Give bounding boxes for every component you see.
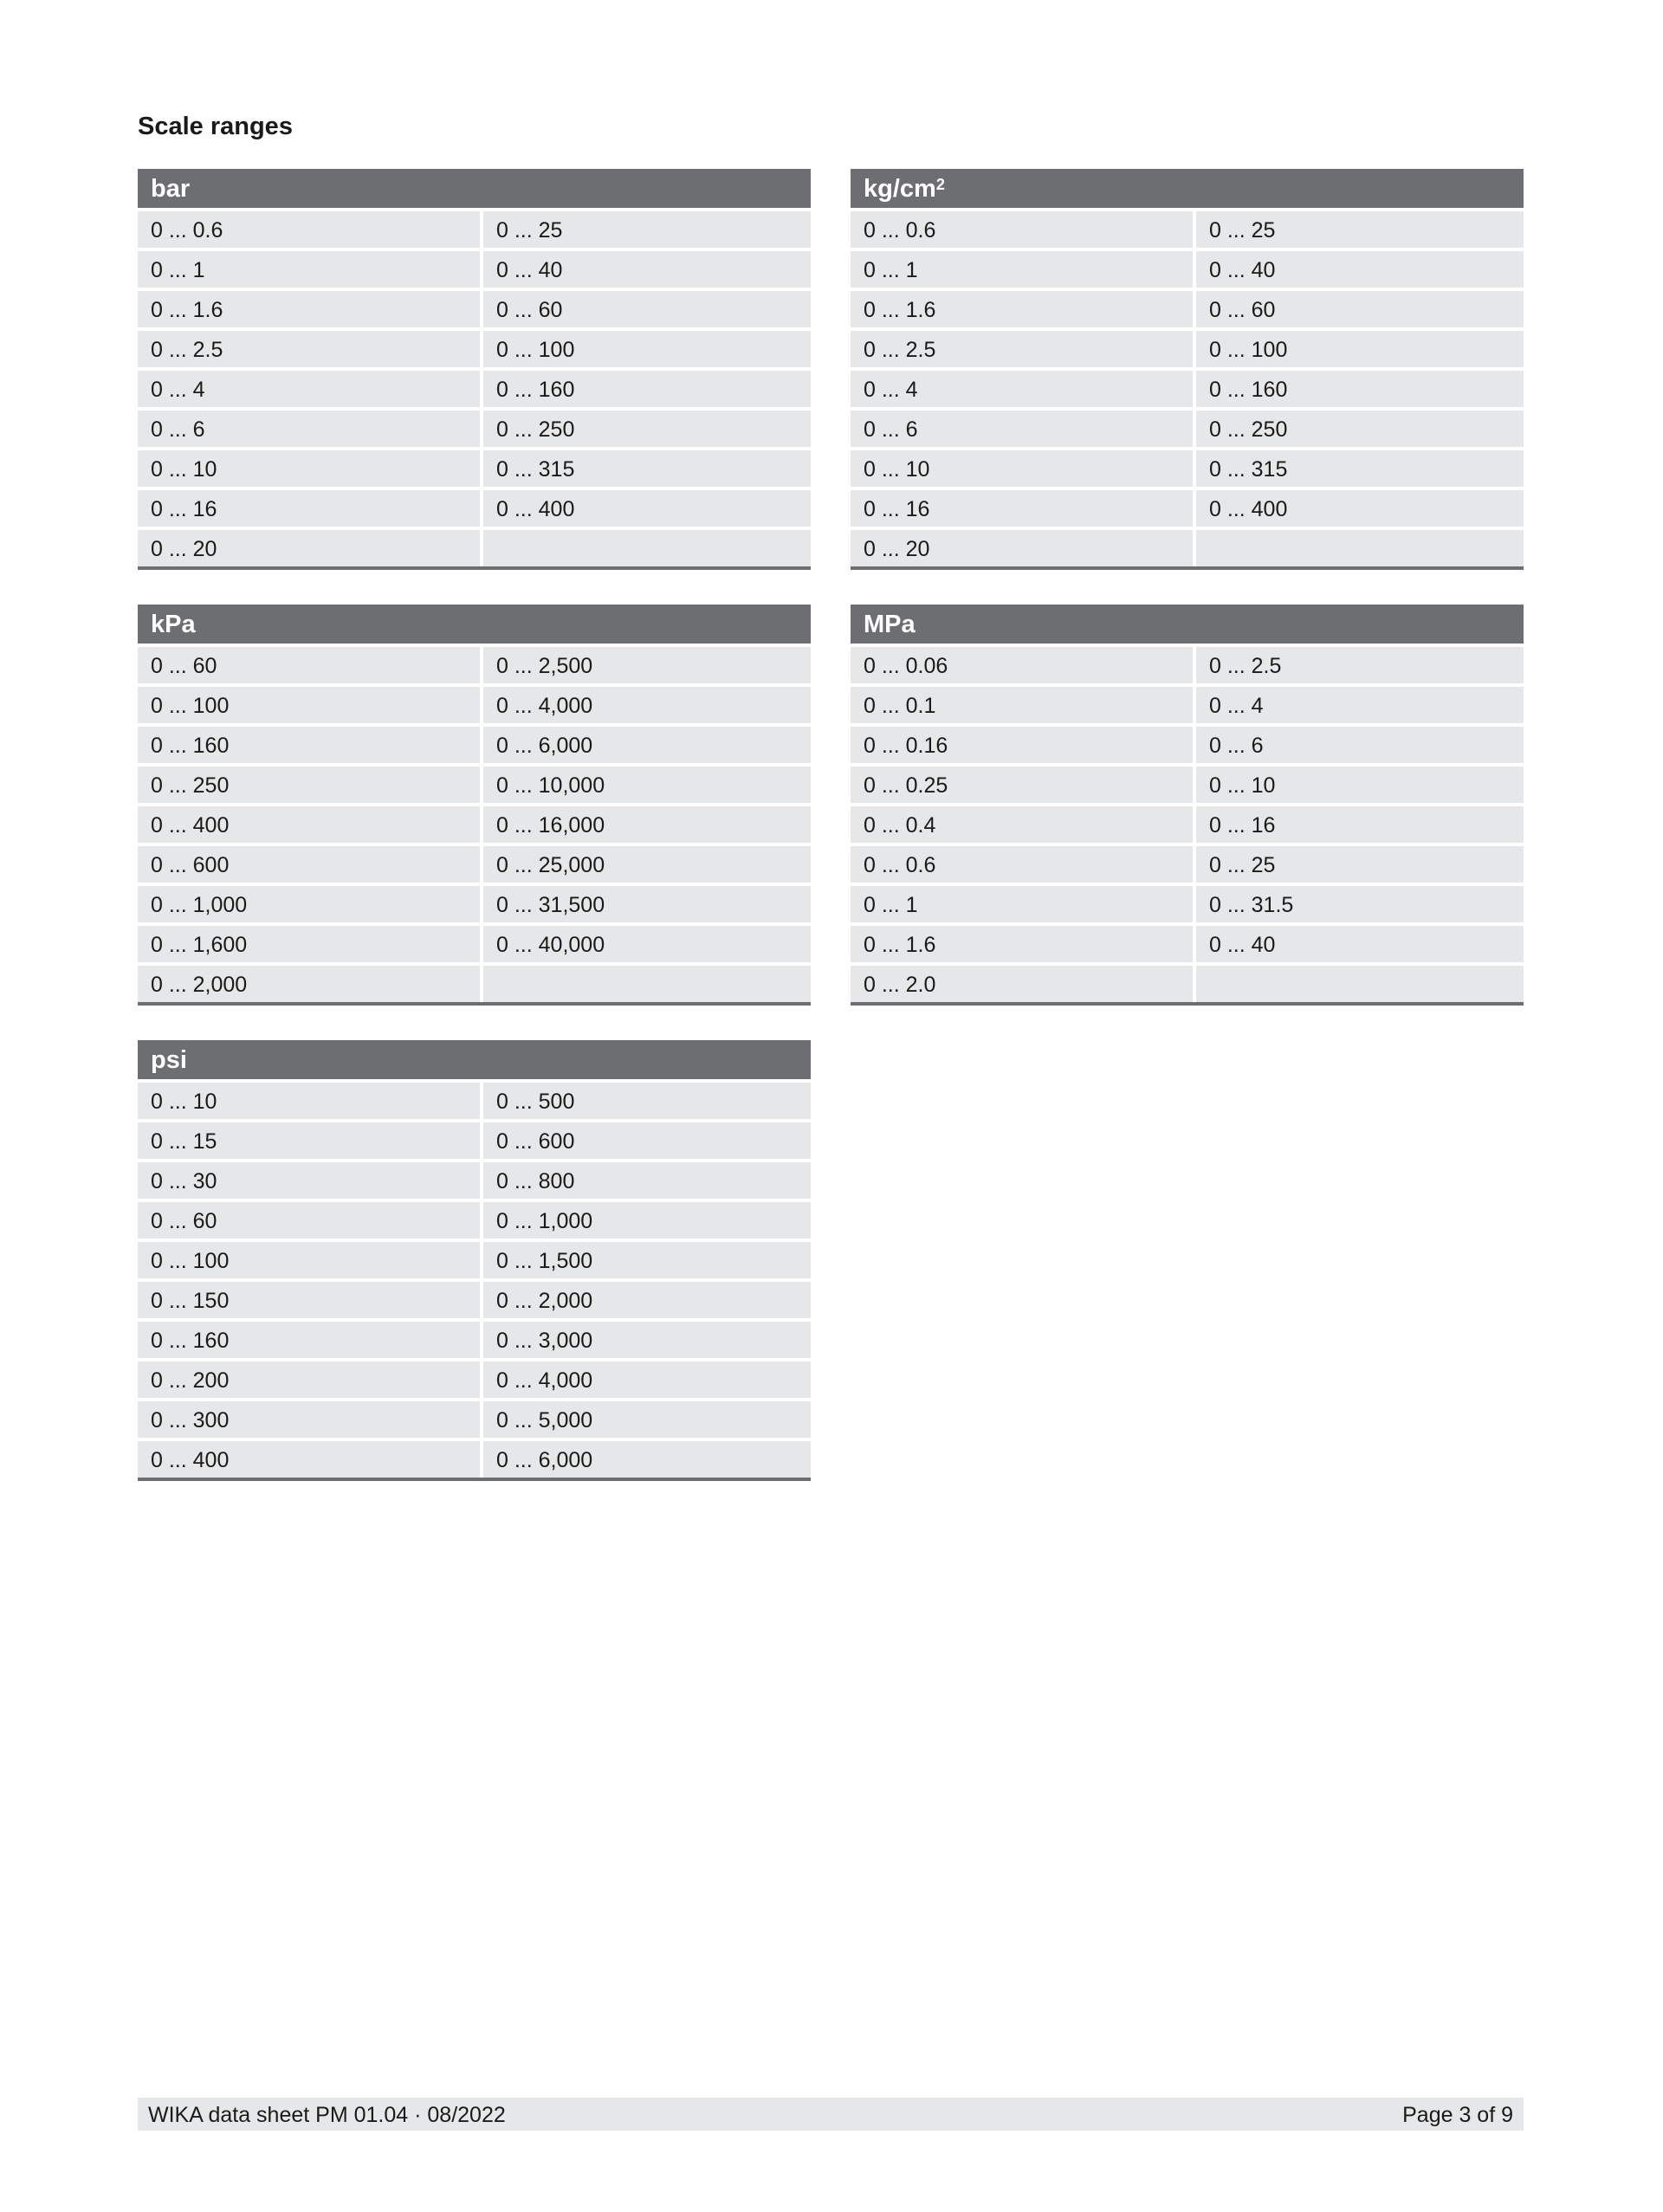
table-row [138, 407, 811, 447]
table-row [851, 208, 1524, 248]
range-cell-right: 0 ... 31.5 [1196, 886, 1524, 922]
range-cell-left: 0 ... 0.25 [851, 766, 1193, 803]
table-row [851, 922, 1524, 962]
range-cell-left: 0 ... 1 [851, 251, 1193, 288]
range-cell-right: 0 ... 25,000 [483, 846, 811, 883]
page-footer [138, 2098, 1524, 2131]
range-cell-right: 0 ... 500 [483, 1083, 811, 1119]
range-cell-right: 0 ... 40 [1196, 926, 1524, 962]
range-cell-right: 0 ... 6,000 [483, 727, 811, 763]
range-cell-left: 0 ... 60 [138, 647, 480, 683]
range-cell-right: 0 ... 4,000 [483, 1361, 811, 1398]
range-cell-right: 0 ... 16,000 [483, 806, 811, 843]
range-cell-left: 0 ... 6 [138, 411, 480, 447]
table-row [851, 407, 1524, 447]
range-cell-left: 0 ... 10 [851, 450, 1193, 487]
range-cell-right: 0 ... 160 [1196, 371, 1524, 407]
range-cell-left: 0 ... 150 [138, 1282, 480, 1318]
range-cell-left: 0 ... 0.6 [138, 211, 480, 248]
table-row [138, 527, 811, 566]
range-cell-left: 0 ... 0.16 [851, 727, 1193, 763]
range-cell-right: 0 ... 4 [1196, 687, 1524, 723]
range-cell-left: 0 ... 60 [138, 1202, 480, 1239]
table-row [851, 367, 1524, 407]
range-cell-right: 0 ... 2.5 [1196, 647, 1524, 683]
range-cell-left: 0 ... 100 [138, 687, 480, 723]
range-cell-left: 0 ... 200 [138, 1361, 480, 1398]
scale-table-kgcm2 [851, 169, 1524, 570]
range-cell-right: 0 ... 2,000 [483, 1282, 811, 1318]
table-unit-label: MPa [864, 611, 916, 638]
range-cell-right: 0 ... 2,500 [483, 647, 811, 683]
table-row [851, 248, 1524, 288]
table-rows [851, 208, 1524, 566]
range-cell-left: 0 ... 160 [138, 1322, 480, 1358]
table-row [138, 288, 811, 327]
range-cell-right: 0 ... 800 [483, 1162, 811, 1199]
scale-table-kpa [138, 605, 811, 1006]
range-cell-left: 0 ... 0.6 [851, 211, 1193, 248]
range-cell-left: 0 ... 250 [138, 766, 480, 803]
scale-table-mpa [851, 605, 1524, 1006]
range-cell-right: 0 ... 160 [483, 371, 811, 407]
table-unit-label: kPa [151, 611, 196, 638]
range-cell-right: 0 ... 400 [1196, 490, 1524, 527]
range-cell-left: 0 ... 0.1 [851, 687, 1193, 723]
range-cell-left: 0 ... 0.06 [851, 647, 1193, 683]
table-unit-label: kg/cm [864, 175, 936, 203]
range-cell-right: 0 ... 40 [1196, 251, 1524, 288]
table-row [138, 803, 811, 843]
range-cell-left: 0 ... 4 [851, 371, 1193, 407]
table-row [851, 883, 1524, 922]
range-cell-right: 0 ... 4,000 [483, 687, 811, 723]
range-cell-left: 0 ... 10 [138, 1083, 480, 1119]
table-row [138, 1278, 811, 1318]
table-row [851, 962, 1524, 1002]
table-row [851, 723, 1524, 763]
range-cell-left: 0 ... 20 [851, 530, 1193, 566]
range-cell-right: 0 ... 16 [1196, 806, 1524, 843]
range-cell-right: 0 ... 250 [1196, 411, 1524, 447]
table-row [138, 327, 811, 367]
table-row [138, 1239, 811, 1278]
table-row [851, 683, 1524, 723]
table-row [851, 487, 1524, 527]
scale-table-psi [138, 1040, 811, 1481]
range-cell-right [1196, 966, 1524, 1002]
range-cell-left: 0 ... 1.6 [138, 291, 480, 327]
table-row [138, 1398, 811, 1438]
table-rows [851, 644, 1524, 1002]
table-header-bar [138, 169, 811, 208]
footer-document-id: WIKA data sheet PM 01.04 · 08/2022 [148, 2103, 506, 2127]
range-cell-left: 0 ... 100 [138, 1242, 480, 1278]
range-cell-right: 0 ... 40,000 [483, 926, 811, 962]
range-cell-left: 0 ... 2,000 [138, 966, 480, 1002]
table-row [138, 763, 811, 803]
table-row [138, 1318, 811, 1358]
table-row [138, 1119, 811, 1159]
range-cell-left: 0 ... 2.5 [138, 331, 480, 367]
table-row [138, 487, 811, 527]
table-row [138, 367, 811, 407]
range-cell-right [483, 530, 811, 566]
range-cell-right: 0 ... 10 [1196, 766, 1524, 803]
range-cell-left: 0 ... 16 [138, 490, 480, 527]
range-cell-right: 0 ... 315 [483, 450, 811, 487]
range-cell-right: 0 ... 1,500 [483, 1242, 811, 1278]
range-cell-right: 0 ... 60 [483, 291, 811, 327]
range-cell-left: 0 ... 6 [851, 411, 1193, 447]
table-row [138, 447, 811, 487]
table-row [851, 763, 1524, 803]
table-header-kpa [138, 605, 811, 644]
range-cell-right [483, 966, 811, 1002]
table-row [138, 1079, 811, 1119]
range-cell-left: 0 ... 20 [138, 530, 480, 566]
table-rows [138, 644, 811, 1002]
range-cell-left: 0 ... 4 [138, 371, 480, 407]
range-cell-left: 0 ... 400 [138, 806, 480, 843]
range-cell-left: 0 ... 15 [138, 1122, 480, 1159]
range-cell-left: 0 ... 2.0 [851, 966, 1193, 1002]
page-title: Scale ranges [138, 113, 293, 140]
table-row [138, 1358, 811, 1398]
table-row [851, 327, 1524, 367]
range-cell-right: 0 ... 600 [483, 1122, 811, 1159]
range-cell-right: 0 ... 100 [1196, 331, 1524, 367]
table-row [851, 288, 1524, 327]
range-cell-left: 0 ... 16 [851, 490, 1193, 527]
scale-table-bar [138, 169, 811, 570]
range-cell-right: 0 ... 25 [1196, 211, 1524, 248]
range-cell-left: 0 ... 400 [138, 1441, 480, 1478]
table-row [138, 1159, 811, 1199]
table-header-mpa [851, 605, 1524, 644]
range-cell-right: 0 ... 60 [1196, 291, 1524, 327]
range-cell-right: 0 ... 3,000 [483, 1322, 811, 1358]
table-row [138, 1199, 811, 1239]
range-cell-right: 0 ... 250 [483, 411, 811, 447]
table-row [851, 644, 1524, 683]
table-header-kgcm2 [851, 169, 1524, 208]
range-cell-left: 0 ... 1,600 [138, 926, 480, 962]
table-row [138, 962, 811, 1002]
range-cell-left: 0 ... 30 [138, 1162, 480, 1199]
range-cell-left: 0 ... 1 [138, 251, 480, 288]
table-row [851, 527, 1524, 566]
table-row [138, 208, 811, 248]
range-cell-right: 0 ... 400 [483, 490, 811, 527]
table-row [138, 883, 811, 922]
table-row [138, 922, 811, 962]
range-cell-right: 0 ... 6 [1196, 727, 1524, 763]
table-row [851, 803, 1524, 843]
range-cell-left: 0 ... 160 [138, 727, 480, 763]
range-cell-right: 0 ... 5,000 [483, 1401, 811, 1438]
range-cell-right [1196, 530, 1524, 566]
range-cell-left: 0 ... 1.6 [851, 291, 1193, 327]
range-cell-left: 0 ... 300 [138, 1401, 480, 1438]
range-cell-left: 0 ... 1 [851, 886, 1193, 922]
range-cell-left: 0 ... 0.6 [851, 846, 1193, 883]
table-unit-superscript: 2 [935, 176, 945, 193]
range-cell-right: 0 ... 40 [483, 251, 811, 288]
range-cell-right: 0 ... 10,000 [483, 766, 811, 803]
range-cell-right: 0 ... 31,500 [483, 886, 811, 922]
range-cell-left: 0 ... 1,000 [138, 886, 480, 922]
table-unit-label: bar [151, 175, 191, 203]
range-cell-right: 0 ... 100 [483, 331, 811, 367]
table-header-psi [138, 1040, 811, 1079]
range-cell-left: 0 ... 0.4 [851, 806, 1193, 843]
range-cell-left: 0 ... 600 [138, 846, 480, 883]
range-cell-right: 0 ... 1,000 [483, 1202, 811, 1239]
table-row [138, 248, 811, 288]
range-cell-right: 0 ... 25 [483, 211, 811, 248]
range-cell-left: 0 ... 10 [138, 450, 480, 487]
range-cell-left: 0 ... 1.6 [851, 926, 1193, 962]
table-row [851, 843, 1524, 883]
footer-page-number: Page 3 of 9 [1402, 2103, 1513, 2127]
table-rows [138, 208, 811, 566]
table-row [138, 683, 811, 723]
table-row [138, 1438, 811, 1478]
table-unit-label: psi [151, 1046, 187, 1074]
table-row [138, 644, 811, 683]
range-cell-right: 0 ... 6,000 [483, 1441, 811, 1478]
range-cell-right: 0 ... 315 [1196, 450, 1524, 487]
table-row [138, 843, 811, 883]
table-row [851, 447, 1524, 487]
table-row [138, 723, 811, 763]
table-rows [138, 1079, 811, 1478]
range-cell-right: 0 ... 25 [1196, 846, 1524, 883]
range-cell-left: 0 ... 2.5 [851, 331, 1193, 367]
